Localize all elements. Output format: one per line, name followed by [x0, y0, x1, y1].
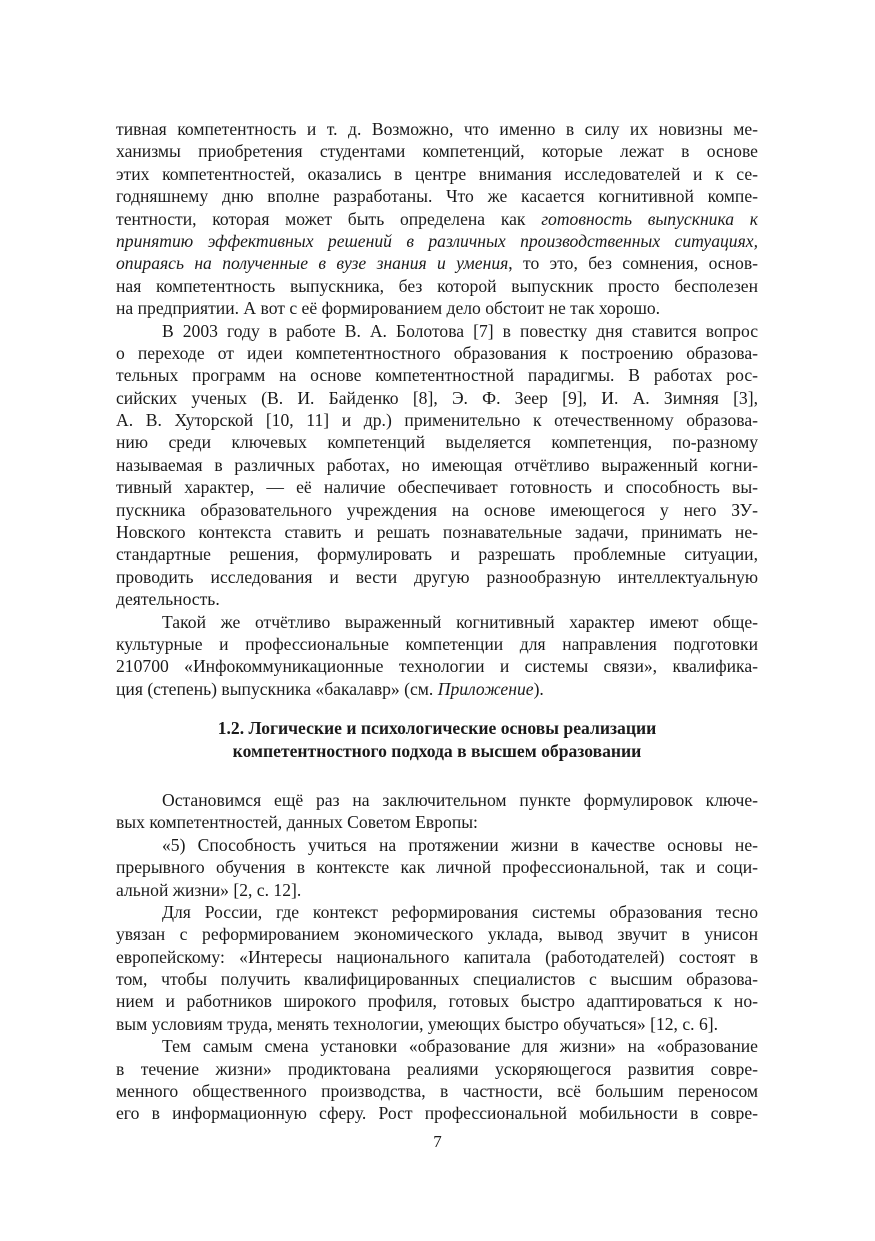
paragraph-6: [116, 901, 758, 1035]
paragraph-3: [116, 611, 758, 701]
text-line: ханизмы приобретения студентами компетенций, которые лежат в основе: [116, 141, 758, 162]
text-line: его в информационную сферу. Рост профессиональной мобильности в совре-: [116, 1103, 758, 1124]
text-line: [116, 252, 758, 274]
text-run: ).: [533, 678, 544, 699]
text-line: на предприятии. А вот с её формированием дело обстоит не так хорошо.: [116, 298, 661, 319]
text-line: [116, 208, 758, 230]
paragraph-7: [116, 1035, 758, 1125]
text-line: Такой же отчётливо выраженный когнитивный характер имеют обще-: [162, 611, 758, 632]
text-line: вым условиям труда, менять технологии, умеющих быстро обучаться» [12, с. 6].: [116, 1013, 719, 1034]
page-body: [116, 118, 758, 1125]
italic-run: готовность выпускника к: [541, 208, 758, 229]
text-line: А. В. Хуторской [10, 11] и др.) применительно к отечественному образова-: [116, 410, 758, 431]
text-line: Тем самым смена установки «образование для жизни» на «образование: [162, 1036, 758, 1057]
text-line: о переходе от идеи компетентностного образования к построению образова-: [116, 342, 758, 363]
text-line: культурные и профессиональные компетенции для направления подготовки: [116, 633, 758, 654]
text-line: тивная компетентность и т. д. Возможно, что именно в силу их новизны ме-: [116, 119, 758, 139]
text-line: Новского контекста ставить и решать познавательные задачи, принимать не-: [116, 522, 758, 543]
page-number: 7: [433, 1132, 442, 1151]
text-line: тивный характер, — её наличие обеспечивает готовность и способность вы-: [116, 477, 758, 498]
paragraph-2: [116, 320, 758, 611]
paragraph-5-quote: [116, 834, 758, 901]
text-run: , то это, без сомнения, основ-: [508, 253, 758, 274]
text-line: европейскому: «Интересы национального капитала (работодателей) состоят в: [116, 946, 758, 967]
text-line: нием и работников широкого профиля, готовых быстро адаптироваться к но-: [116, 991, 758, 1012]
text-line: ная компетентность выпускника, без которой выпускник просто бесполезен: [116, 275, 758, 296]
paragraph-1: [116, 118, 758, 320]
paragraph-4: [116, 789, 758, 834]
text-line: альной жизни» [2, с. 12].: [116, 879, 302, 900]
text-line: том, чтобы получить квалифицированных специалистов с высшим образова-: [116, 969, 758, 990]
text-line: тельных программ на основе компетентностной парадигмы. В работах рос-: [116, 365, 758, 386]
italic-run: Приложение: [437, 678, 534, 699]
text-line: Для России, где контекст реформирования системы образования тесно: [162, 901, 758, 922]
section-heading: [116, 717, 758, 762]
text-line: сийских ученых (В. И. Байденко [8], Э. Ф. Зеер [9], И. А. Зимняя [3],: [116, 387, 758, 408]
text-line: [116, 230, 758, 252]
text-line: 210700 «Инфокоммуникационные технологии и системы связи», квалифика-: [116, 656, 758, 677]
italic-run: опираясь на полученные в вузе знания и умения: [116, 253, 509, 274]
heading-line: компетентностного подхода в высшем образовании: [232, 740, 642, 761]
text-line: прерывного обучения в контексте как личной профессиональной, так и соци-: [116, 857, 758, 878]
text-line: увязан с реформированием экономического уклада, вывод звучит в унисон: [116, 924, 758, 945]
text-line: нию среди ключевых компетенций выделяется компетенция, по-разному: [116, 432, 758, 453]
text-line: проводить исследования и вести другую разнообразную интеллектуальную: [116, 566, 758, 587]
text-line: называемая в различных работах, но имеющая отчётливо выраженный когни-: [116, 454, 758, 475]
text-line: [116, 678, 758, 700]
text-line: Остановимся ещё раз на заключительном пункте формулировок ключе-: [162, 789, 758, 810]
text-line: В 2003 году в работе В. А. Болотова [7] в повестку дня ставится вопрос: [162, 320, 758, 341]
text-line: пускника образовательного учреждения на основе имеющегося у него ЗУ-: [116, 499, 758, 520]
italic-run: принятию эффективных решений в различных производственных ситуациях,: [116, 230, 758, 251]
text-line: вых компетентностей, данных Советом Европы:: [116, 812, 478, 833]
text-line: деятельность.: [116, 589, 220, 610]
text-line: в течение жизни» продиктована реалиями ускоряющегося развития совре-: [116, 1058, 758, 1079]
text-line: менного общественного производства, в частности, всё большим переносом: [116, 1081, 758, 1102]
text-line: годняшнему дню вполне разработаны. Что же касается когнитивной компе-: [116, 186, 758, 207]
text-line: «5) Способность учиться на протяжении жизни в качестве основы не-: [162, 834, 758, 855]
text-line: этих компетентностей, оказались в центре внимания исследователей и к се-: [116, 163, 758, 184]
text-line: стандартные решения, формулировать и разрешать проблемные ситуации,: [116, 544, 758, 565]
text-run: ция (степень) выпускника «бакалавр» (см.: [116, 678, 434, 699]
text-run: тентности, которая может быть определена как: [116, 208, 526, 229]
heading-line: 1.2. Логические и психологические основы реализации: [217, 718, 657, 739]
